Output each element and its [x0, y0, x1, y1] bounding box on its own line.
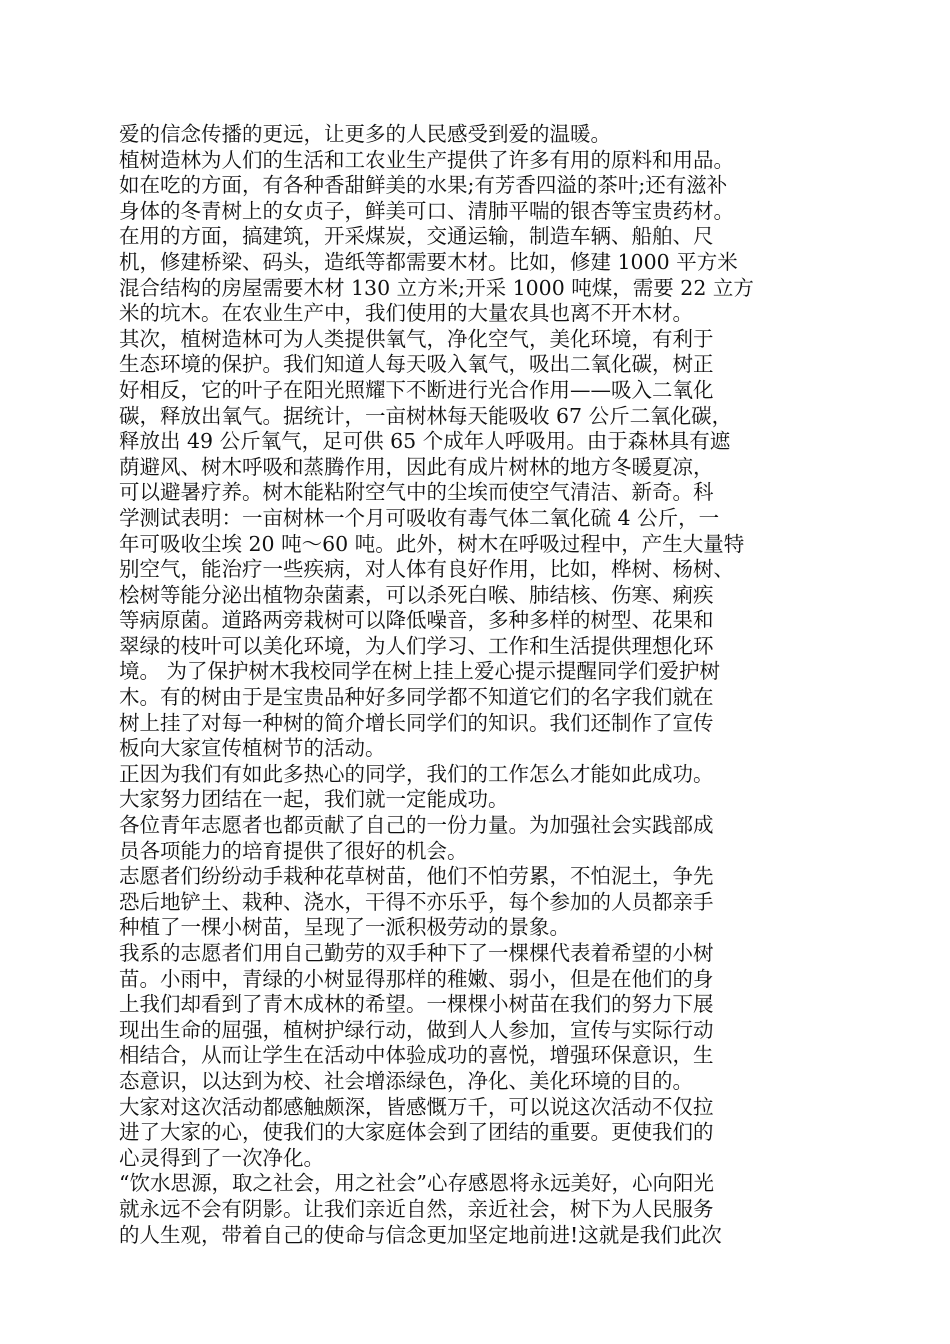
text-line: 机，修建桥梁、码头，造纸等都需要木材。比如，修建 1000 平方米 [119, 249, 738, 274]
text-line: 年可吸收尘埃 20 吨～60 吨。此外，树木在呼吸过程中，产生大量特 [119, 531, 745, 556]
text-line: 植树造林为人们的生活和工农业生产提供了许多有用的原料和用品。 [119, 147, 734, 172]
text-line: 好相反，它的叶子在阳光照耀下不断进行光合作用——吸入二氧化 [119, 377, 714, 402]
text-line: 的人生观，带着自己的使命与信念更加坚定地前进!这就是我们此次 [119, 1222, 722, 1247]
text-line: 员各项能力的培育提供了很好的机会。 [119, 838, 468, 863]
text-line: 现出生命的屈强，植树护绿行动，做到人人参加，宣传与实际行动 [119, 1017, 714, 1042]
text-line: 爱的信念传播的更远，让更多的人民感受到爱的温暖。 [119, 122, 611, 146]
text-line: 树上挂了对每一种树的简介增长同学们的知识。我们还制作了宣传 [119, 710, 714, 735]
text-line: 心灵得到了一次净化。 [119, 1145, 324, 1170]
text-line: 上我们却看到了青木成林的希望。一棵棵小树苗在我们的努力下展 [119, 992, 714, 1017]
text-line: 大家努力团结在一起，我们就一定能成功。 [119, 787, 509, 812]
text-line: 在用的方面，搞建筑，开采煤炭，交通运输，制造车辆、船舶、尺 [119, 224, 714, 249]
text-line: 荫避风、树木呼吸和蒸腾作用，因此有成片树林的地方冬暖夏凉， [119, 454, 714, 479]
text-line: 其次，植树造林可为人类提供氧气，净化空气，美化环境，有利于 [119, 326, 714, 351]
text-line: 可以避暑疗养。树木能粘附空气中的尘埃而使空气清洁、新奇。科 [119, 480, 714, 505]
text-line: 恐后地铲土、栽种、浇水，干得不亦乐乎，每个参加的人员都亲手 [119, 889, 714, 914]
text-line: 米的坑木。在农业生产中，我们使用的大量农具也离不开木材。 [119, 301, 693, 326]
text-line: 板向大家宣传植树节的活动。 [119, 736, 386, 761]
text-line: 如在吃的方面，有各种香甜鲜美的水果;有芳香四溢的茶叶;还有滋补 [119, 173, 728, 198]
text-line: 我系的志愿者们用自己勤劳的双手种下了一棵棵代表着希望的小树 [119, 941, 714, 965]
text-line: 别空气，能治疗一些疾病，对人体有良好作用，比如，桦树、杨树、 [119, 557, 734, 582]
text-line: 大家对这次活动都感触颇深，皆感慨万千，可以说这次活动不仅拉 [119, 1094, 714, 1119]
body-text [119, 122, 819, 1248]
text-line: 种植了一棵小树苗，呈现了一派积极劳动的景象。 [119, 915, 570, 940]
text-line: 等病原菌。道路两旁栽树可以降低噪音，多种多样的树型、花果和 [119, 608, 714, 633]
text-line: 混合结构的房屋需要木材 130 立方米;开采 1000 吨煤，需要 22 立方 [119, 275, 754, 300]
text-line: 生态环境的保护。我们知道人每天吸入氧气，吸出二氧化碳，树正 [119, 352, 714, 377]
text-line: 正因为我们有如此多热心的同学，我们的工作怎么才能如此成功。 [119, 761, 714, 786]
text-line: 各位青年志愿者也都贡献了自己的一份力量。为加强社会实践部成 [119, 813, 714, 838]
text-line: 志愿者们纷纷动手栽种花草树苗，他们不怕劳累，不怕泥土，争先 [119, 864, 714, 889]
text-line: 木。有的树由于是宝贵品种好多同学都不知道它们的名字我们就在 [119, 685, 714, 710]
text-line: 境。 为了保护树木我校同学在树上挂上爱心提示提醒同学们爱护树 [119, 659, 721, 684]
text-line: 桧树等能分泌出植物杂菌素，可以杀死白喉、肺结核、伤寒、痢疾 [119, 582, 714, 607]
text-line: 身体的冬青树上的女贞子，鲜美可口、清肺平喘的银杏等宝贵药材。 [119, 198, 734, 223]
text-line: 碳，释放出氧气。据统计，一亩树林每天能吸收 67 公斤二氧化碳， [119, 403, 733, 428]
text-line: 态意识，以达到为校、社会增添绿色，净化、美化环境的目的。 [119, 1068, 693, 1093]
text-line: 翠绿的枝叶可以美化环境，为人们学习、工作和生活提供理想化环 [119, 633, 714, 658]
text-line: 苗。小雨中，青绿的小树显得那样的稚嫩、弱小，但是在他们的身 [119, 966, 714, 991]
text-line: 进了大家的心，使我们的大家庭体会到了团结的重要。更使我们的 [119, 1120, 714, 1145]
text-line: “饮水思源，取之社会，用之社会”心存感恩将永远美好，心向阳光 [119, 1171, 714, 1196]
text-line: 释放出 49 公斤氧气，足可供 65 个成年人呼吸用。由于森林具有遮 [119, 429, 731, 454]
text-line: 相结合，从而让学生在活动中体验成功的喜悦，增强环保意识，生 [119, 1043, 714, 1068]
text-line: 就永远不会有阴影。让我们亲近自然，亲近社会，树下为人民服务 [119, 1196, 714, 1221]
text-line: 学测试表明：一亩树林一个月可吸收有毒气体二氧化硫 4 公斤，一 [119, 505, 720, 530]
